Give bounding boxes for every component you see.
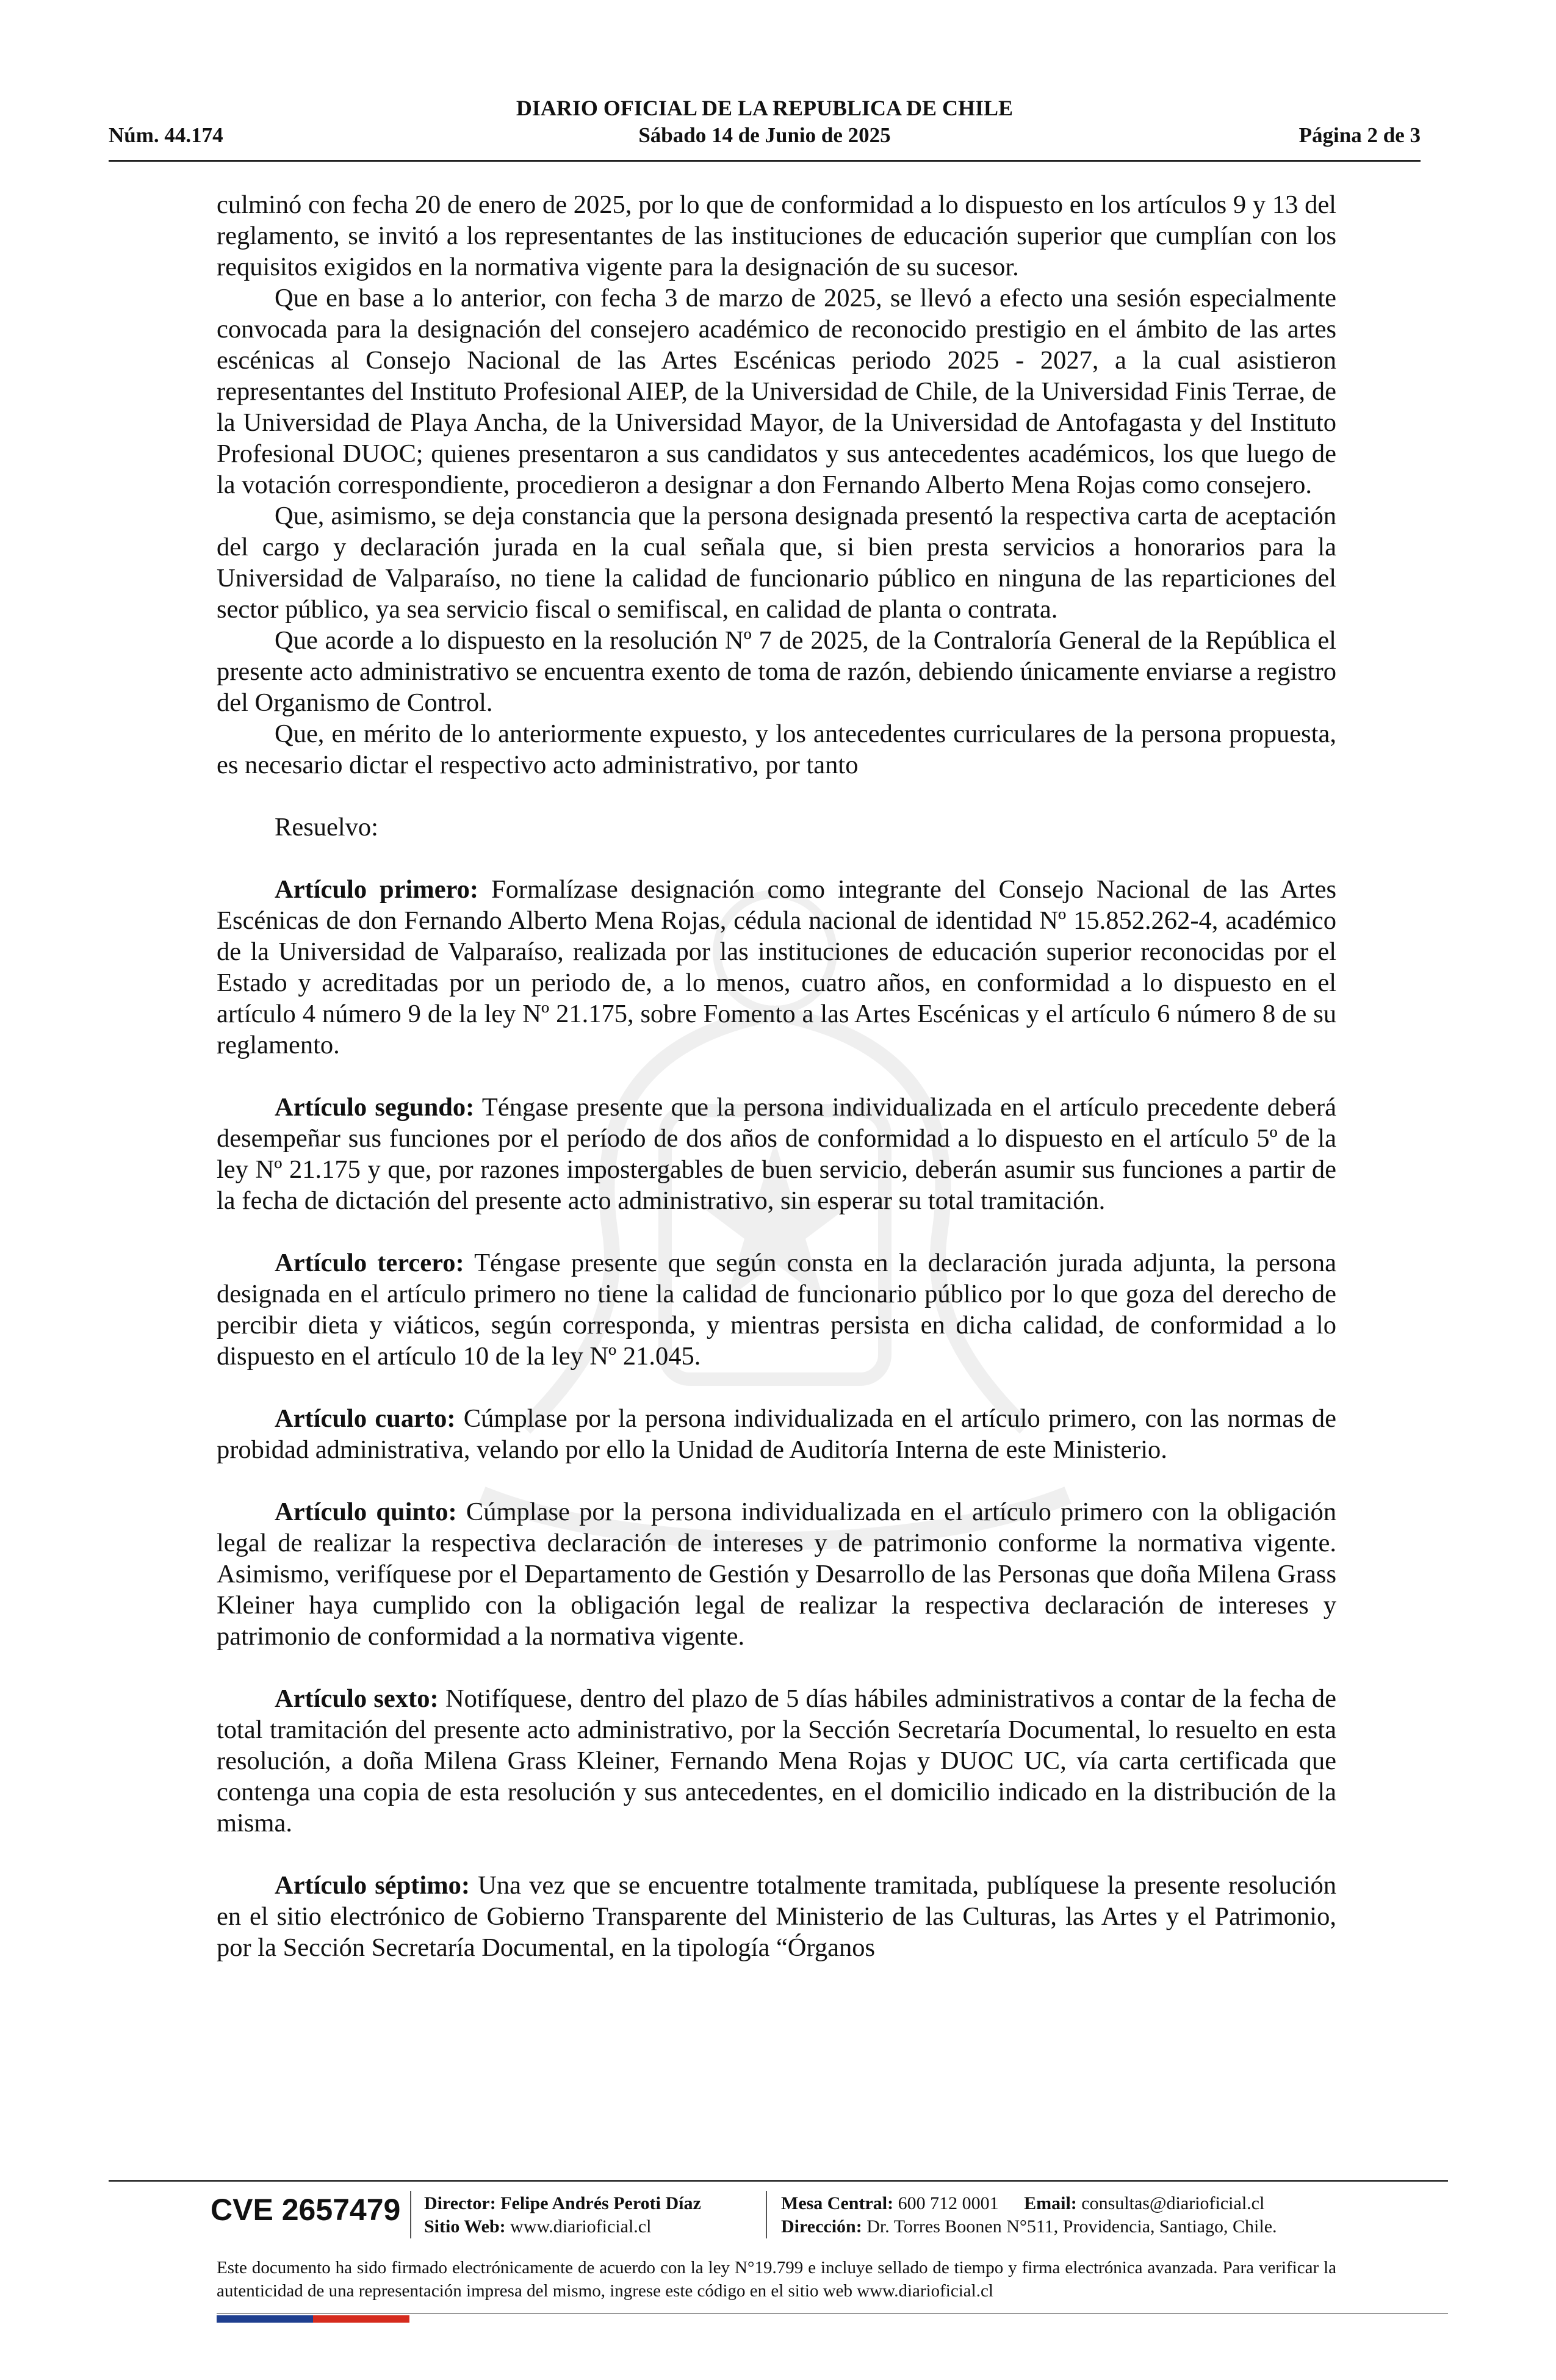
article-3 — [217, 1247, 1336, 1372]
resolve-heading: Resuelvo: — [275, 813, 378, 842]
address-text: Dr. Torres Boonen N°511, Providencia, Santiago, Chile. — [866, 2216, 1277, 2237]
phone-label: Mesa Central: — [781, 2193, 894, 2213]
article-text: Notifíquese, dentro del plazo de 5 días hábiles administrativos a contar de la fecha de total tramitación del presente acto administrativo, por la Sección Secretaría Documental, lo resuelto en esta resolución, a doña Milena Grass Kleiner, Fernando Mena Rojas y DUOC UC, vía carta certificada que contenga una copia de esta resolución y sus antecedentes, en el domicilio indicado en la distribución de la misma. — [217, 1684, 1336, 1837]
address-line — [781, 2215, 1277, 2238]
article-heading: Artículo sexto: — [275, 1684, 439, 1713]
page-number: Página 2 de 3 — [1298, 123, 1421, 147]
paragraph-1: culminó con fecha 20 de enero de 2025, por lo que de conformidad a lo dispuesto en los artículos 9 y 13 del reglamento, se invitó a los representantes de las instituciones de educación superior que cumplían con los requisitos exigidos en la normativa vigente para la designación de su sucesor. — [217, 190, 1336, 281]
article-heading: Artículo cuarto: — [275, 1404, 456, 1433]
article-4 — [217, 1403, 1336, 1465]
footer-director-block — [424, 2192, 701, 2238]
signature-notice: Este documento ha sido firmado electrónicamente de acuerdo con la ley N°19.799 e incluye sellado de tiempo y firma electrónica avanzada. Para verificar la autenticidad de una representación impresa del mismo, ingrese este código en el sitio web www.diarioficial.cl — [217, 2258, 1336, 2301]
footer-bottom-rule — [217, 2313, 1448, 2314]
page-header — [109, 93, 1421, 162]
article-2 — [217, 1092, 1336, 1216]
article-text: Téngase presente que la persona individualizada en el artículo precedente deberá desempeñar sus funciones por el período de dos años de conformidad a lo dispuesto en el artículo 5º de la ley Nº 21.175 y que, por razones impostergables de buen servicio, deberán asumir sus funciones a partir de la fecha de dictación del presente acto administrativo, sin esperar su total tramitación. — [217, 1093, 1337, 1215]
phone-email-line — [781, 2192, 1277, 2215]
director-line — [424, 2192, 701, 2215]
website-link[interactable]: www.diarioficial.cl — [510, 2216, 652, 2237]
cve-code: CVE 2657479 — [211, 2193, 401, 2227]
paragraph-4: Que acorde a lo dispuesto en la resolución Nº 7 de 2025, de la Contraloría General de la República el presente acto administrativo se encuentra exento de toma de razón, debiendo únicamente enviarse a registro del Organismo de Control. — [217, 626, 1336, 717]
footer-separator — [766, 2191, 767, 2238]
document-body — [217, 189, 1336, 1963]
article-text: Formalízase designación como integrante del Consejo Nacional de las Artes Escénicas de don Fernando Alberto Mena Rojas, cédula nacional de identidad Nº 15.852.262-4, académico de la Universidad de Valparaíso, realizada por las instituciones de educación superior reconocidas por el Estado y acreditadas por un periodo de, a lo menos, cuatro años, en conformidad a lo dispuesto en el artículo 4 número 9 de la ley Nº 21.175, sobre Fomento a las Artes Escénicas y el artículo 6 número 8 de su reglamento. — [217, 875, 1336, 1059]
director-name: Felipe Andrés Peroti Díaz — [500, 2193, 701, 2213]
director-label: Director: — [424, 2193, 496, 2213]
article-heading: Artículo tercero: — [275, 1249, 464, 1277]
article-heading: Artículo quinto: — [275, 1498, 457, 1526]
publication-date: Sábado 14 de Junio de 2025 — [638, 123, 891, 147]
website-label: Sitio Web: — [424, 2216, 506, 2237]
phone-number: 600 712 0001 — [898, 2193, 999, 2213]
article-text: Una vez que se encuentre totalmente tramitada, publíquese la presente resolución en el sitio electrónico de Gobierno Transparente del Ministerio de las Culturas, las Artes y el Patrimonio, por la Sección Secretaría Documental, en la tipología “Órganos — [217, 1871, 1337, 1962]
chile-flag-stripe — [217, 2315, 409, 2323]
issue-number: Núm. 44.174 — [109, 123, 223, 147]
paragraph-3: Que, asimismo, se deja constancia que la persona designada presentó la respectiva carta de aceptación del cargo y declaración jurada en la cual señala que, si bien presta servicios a honorarios para la Universidad de Valparaíso, no tiene la calidad de funcionario público en ninguna de las reparticiones del sector público, ya sea servicio fiscal o semifiscal, en calidad de planta o contrata. — [217, 502, 1336, 624]
article-text: Téngase presente que según consta en la declaración jurada adjunta, la persona designada en el artículo primero no tiene la calidad de funcionario público por lo que goza del derecho de percibir dieta y viáticos, según corresponda, y mientras persista en dicha calidad, de conformidad a lo dispuesto en el artículo 10 de la ley Nº 21.045. — [217, 1249, 1337, 1371]
article-6 — [217, 1683, 1336, 1839]
paragraph-2: Que en base a lo anterior, con fecha 3 de marzo de 2025, se llevó a efecto una sesión especialmente convocada para la designación del consejero académico de reconocido prestigio en el ámbito de las artes escénicas al Consejo Nacional de las Artes Escénicas periodo 2025 - 2027, a la cual asistieron representantes del Instituto Profesional AIEP, de la Universidad de Chile, de la Universidad Finis Terrae, de la Universidad de Playa Ancha, de la Universidad Mayor, de la Universidad de Antofagasta y del Instituto Profesional DUOC; quienes presentaron a sus candidatos y sus antecedentes académicos, los que luego de la votación correspondiente, procedieron a designar a don Fernando Alberto Mena Rojas como consejero. — [217, 284, 1336, 499]
article-heading: Artículo primero: — [275, 875, 479, 904]
footer-separator — [410, 2191, 411, 2238]
email-label: Email: — [1024, 2193, 1077, 2213]
article-text: Cúmplase por la persona individualizada en el artículo primero, con las normas de probidad administrativa, velando por ello la Unidad de Auditoría Interna de este Ministerio. — [217, 1404, 1337, 1464]
footer-contact-block — [781, 2192, 1277, 2238]
paragraph-5: Que, en mérito de lo anteriormente expuesto, y los antecedentes curriculares de la persona propuesta, es necesario dictar el respectivo acto administrativo, por tanto — [217, 719, 1336, 779]
article-1 — [217, 874, 1336, 1061]
footer-divider — [109, 2180, 1448, 2182]
flag-blue-segment — [217, 2315, 313, 2323]
address-label: Dirección: — [781, 2216, 862, 2237]
website-line — [424, 2215, 701, 2238]
article-text: Cúmplase por la persona individualizada en el artículo primero con la obligación legal de realizar la respectiva declaración de intereses y de patrimonio conforme la normativa vigente. Asimismo, verifíquese por el Departamento de Gestión y Desarrollo de las Personas que doña Milena Grass Kleiner haya cumplido con la obligación legal de realizar la respectiva declaración de intereses y patrimonio de conformidad a la normativa vigente. — [217, 1498, 1336, 1651]
email-link[interactable]: consultas@diarioficial.cl — [1081, 2193, 1265, 2213]
article-heading: Artículo séptimo: — [275, 1871, 470, 1900]
article-heading: Artículo segundo: — [275, 1093, 475, 1122]
flag-red-segment — [313, 2315, 409, 2323]
gazette-title: DIARIO OFICIAL DE LA REPUBLICA DE CHILE — [516, 96, 1014, 120]
article-5 — [217, 1496, 1336, 1652]
article-7 — [217, 1870, 1336, 1963]
